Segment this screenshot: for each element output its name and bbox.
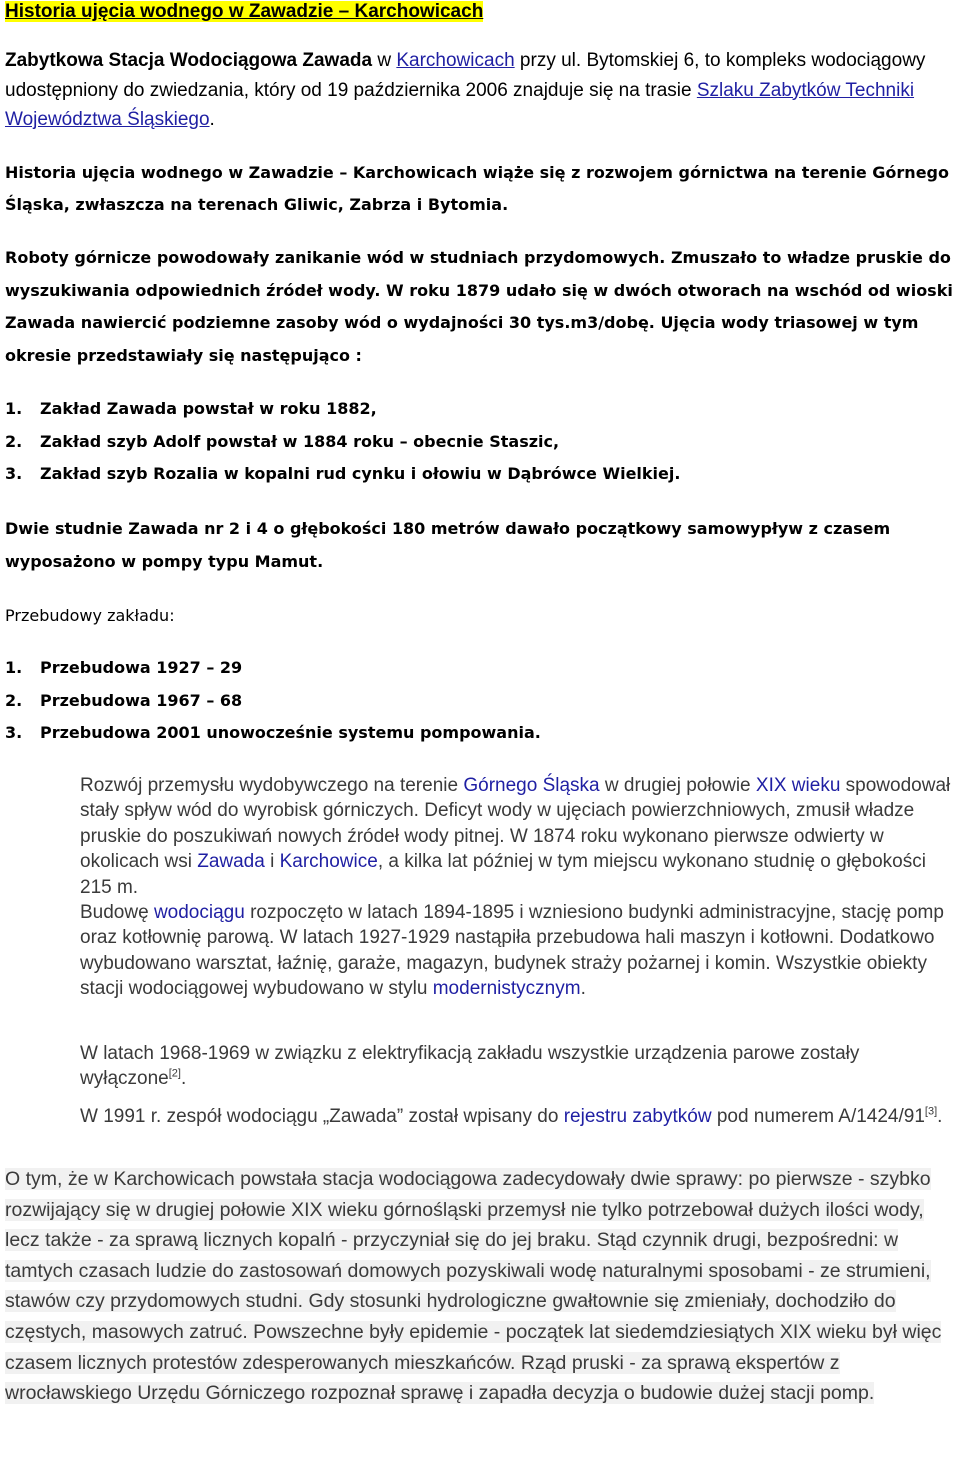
list-text: Przebudowa 1927 – 29 <box>40 658 243 677</box>
list-item <box>5 426 955 459</box>
list-item <box>5 458 955 491</box>
wiki-text: spowodował stały spływ wód do wyrobisk górniczych. Deficyt wody w ujęciach powierzchniowych, zmusił władze pruskie do poszukiwań nowych źródeł wody pitnej. W 1874 roku wykonano pierwsze odwierty w okolicach wsi <box>80 775 951 873</box>
list-text: Zakład szyb Adolf powstał w 1884 roku – obecnie Staszic, <box>40 431 560 451</box>
intro-text: . <box>209 109 215 130</box>
wiki-text: rozpoczęto w latach 1894-1895 i wzniesiono budynki administracyjne, stację pomp oraz kotłownię parową. W latach 1927-1929 nastąpiła przebudowa hali maszyn i kotłowni. Dodatkowo wybudowano warsztat, łaźnię, garaże, magazyn, budynek straży pożarnej i komin. Wszystkie obiekty stacji wodociągowej wybudowano w stylu <box>80 902 944 1000</box>
mining-paragraph: Roboty górnicze powodowały zanikanie wód w studniach przydomowych. Zmuszało to władze pruskie do wyszukiwania odpowiednich źródeł wody. W roku 1879 udało się w dwóch otworach na wschód od wioski Zawada nawiercić podziemne zasoby wód o wydajności 30 tys.m3/dobę. Ujęcia wody triasowej w tym okresie przedstawiały się następująco : <box>5 248 953 365</box>
rebuilds-heading: Przebudowy zakładu: <box>5 606 175 625</box>
list-number: 3. <box>5 464 23 483</box>
list-text: Zakład szyb Rozalia w kopalni rud cynku i ołowiu w Dąbrówce Wielkiej. <box>40 464 681 483</box>
final-text: O tym, że w Karchowicach powstała stacja wodociągowa zadecydowały dwie sprawy: po pierwsze - szybko rozwijający się w drugiej połowie XIX wieku górnośląski przemysł nie tylko potrzebował dużych ilości wody, lecz także - za sprawą licznych kopalń - przyczyniał się do jej braku. Stąd czynnik drugi, bezpośredni: w tamtych czasach ludzie do zastosowań domowych pozyskiwali wodę naturalnymi sposobami - ze strumieni, stawów czy przydomowych studni. Gdy stosunki hydrologiczne gwałtownie się zmieniały, dochodziło do częstych, masowych zatruć. Powszechne były epidemie - początek lat siedemdziesiątych XIX wieku był więc czasem licznych protestów zdesperowanych mieszkańców. Rząd pruski - za sprawą ekspertów z wrocławskiego Urzędu Górniczego rozpoznał sprawę i zapadła decyzja o budowie dużej stacji pomp. <box>5 1168 942 1405</box>
list-item <box>5 685 955 718</box>
footnote-ref-3[interactable]: [3] <box>924 1105 938 1118</box>
wiki-text: W 1991 r. zespół wodociągu „Zawada” został wpisany do <box>80 1106 564 1127</box>
szlak-link[interactable]: Szlaku Zabytków Techniki Województwa Śląskiego <box>5 79 915 130</box>
wiki-text: . <box>580 978 586 1000</box>
wodociag-link[interactable]: wodociągu <box>153 902 245 924</box>
wiki-text: Rozwój przemysłu wydobywczego na terenie <box>80 775 464 796</box>
wiki-text: . <box>937 1106 943 1127</box>
intro-text: w <box>372 50 397 71</box>
list-number: 2. <box>5 690 23 710</box>
history-paragraph: Historia ujęcia wodnego w Zawadzie – Karchowicach wiąże się z rozwojem górnictwa na terenie Górnego Śląska, zwłaszcza na terenach Gliwic, Zabrza i Bytomia. <box>5 163 949 214</box>
wiki-text: W latach 1968-1969 w związku z elektryfikacją zakładu wszystkie urządzenia parowe zostały wyłączone <box>80 1043 860 1090</box>
list-item <box>5 652 955 685</box>
wiki-text: w drugiej połowie <box>599 775 756 796</box>
wiki-text: Budowę <box>80 902 154 924</box>
rebuilds-list <box>5 652 955 750</box>
wiki-paragraph-development <box>80 773 955 1002</box>
list-text: Zakład Zawada powstał w roku 1882, <box>40 399 377 418</box>
wiki-text: pod numerem A/1424/91 <box>711 1106 925 1127</box>
final-paragraph <box>5 1164 955 1409</box>
list-item <box>5 717 955 750</box>
intro-text: przy ul. Bytomskiej 6, to kompleks wodociągowy udostępniony do zwiedzania, który od 19 października 2006 znajduje się na trasie <box>5 50 926 101</box>
intake-list <box>5 393 955 491</box>
list-number: 3. <box>5 723 23 742</box>
list-number: 1. <box>5 399 23 418</box>
list-item <box>5 393 955 426</box>
modernizm-link[interactable]: modernistycznym <box>432 978 581 1000</box>
list-text: Przebudowa 2001 unowocześnie systemu pompowania. <box>40 723 541 742</box>
wells-paragraph: Dwie studnie Zawada nr 2 i 4 o głębokości 180 metrów dawało początkowy samowypływ z czasem wyposażono w pompy typu Mamut. <box>5 519 891 571</box>
wiki-text: , a kilka lat później w tym miejscu wykonano studnię o głębokości 215 m. <box>80 851 926 898</box>
karchowice-link[interactable]: Karchowicach <box>396 50 515 71</box>
wiki-paragraph-electrification <box>80 1041 955 1092</box>
list-number: 1. <box>5 658 23 677</box>
footnote-ref-2[interactable]: [2] <box>168 1068 181 1081</box>
gorny-slask-link[interactable]: Górnego Śląska <box>463 775 600 796</box>
wiki-paragraph-register <box>80 1104 955 1129</box>
xix-wiek-link[interactable]: XIX wieku <box>755 775 841 796</box>
intro-paragraph <box>5 46 955 135</box>
zawada-link[interactable]: Zawada <box>197 851 265 873</box>
rejestr-zabytkow-link[interactable]: rejestru zabytków <box>563 1106 712 1127</box>
list-number: 2. <box>5 431 23 451</box>
document-title <box>5 0 955 24</box>
list-text: Przebudowa 1967 – 68 <box>40 690 243 710</box>
title-text: Historia ujęcia wodnego w Zawadzie – Karchowicach <box>5 1 484 22</box>
wiki-text: i <box>264 851 280 873</box>
wiki-text: . <box>180 1068 187 1090</box>
karchowice-wiki-link[interactable]: Karchowice <box>279 851 378 873</box>
station-name: Zabytkowa Stacja Wodociągowa Zawada <box>5 50 373 71</box>
